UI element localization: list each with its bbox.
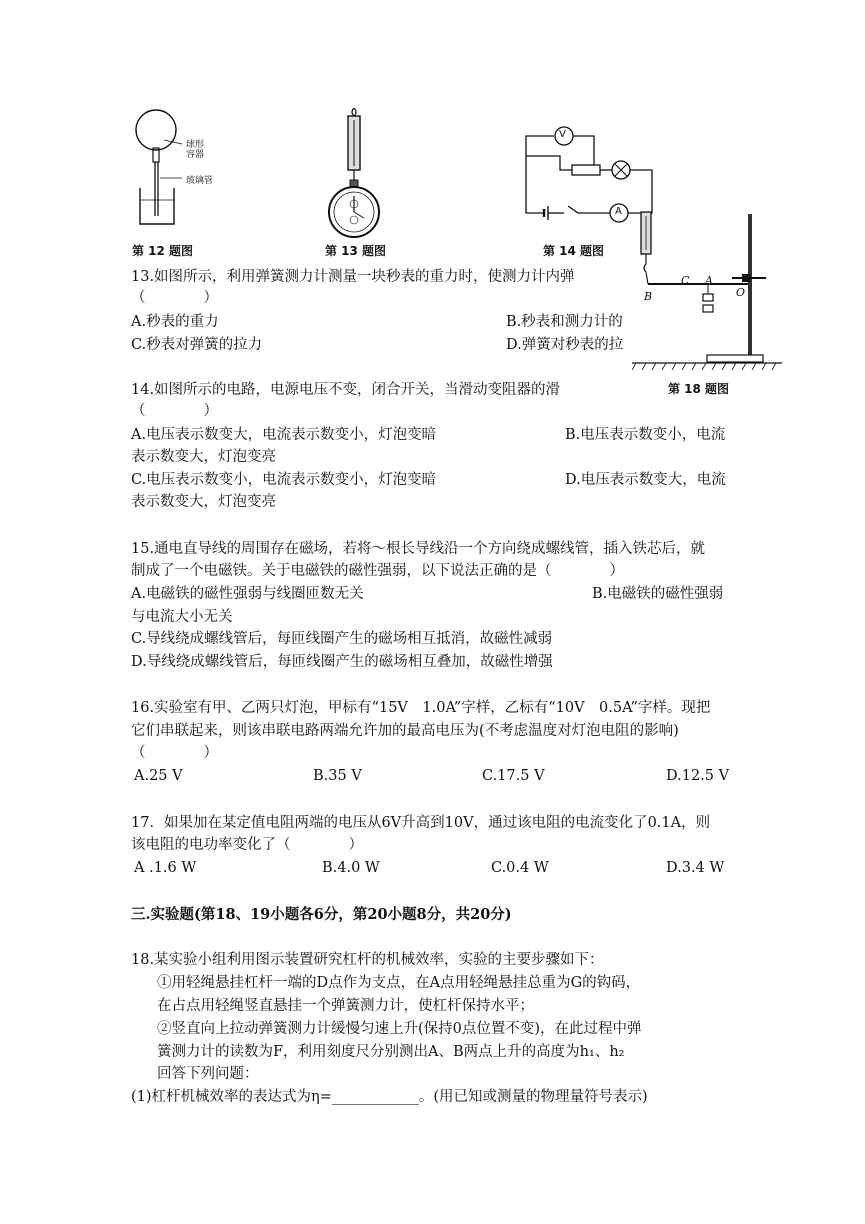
fig18-label-o: O bbox=[736, 286, 746, 299]
q18-stem: 18.某实验小组利用图示装置研究杠杆的机械效率，实验的主要步骤如下： bbox=[131, 952, 604, 968]
q17-stem-line1: 17．如果加在某定值电阻两端的电压从6V升高到10V，通过该电阻的电流变化了0.1A，则 bbox=[131, 815, 711, 831]
q13-option-d: D.弹簧对秒表的拉 bbox=[506, 337, 624, 353]
q17-option-b: B.4.0 W bbox=[322, 860, 380, 876]
q15-option-b-line2: 与电流大小无关 bbox=[131, 609, 233, 625]
fig14-voltmeter-label: V bbox=[559, 129, 566, 140]
q13-option-b: B.秒表和测力计的 bbox=[506, 314, 623, 330]
caption-fig13: 第 13 题图 bbox=[325, 244, 387, 258]
caption-fig14: 第 14 题图 bbox=[543, 244, 605, 258]
fig18-label-c: C bbox=[681, 274, 690, 287]
section-3-heading: 三.实验题(第18、19小题各6分，第20小题8分，共20分) bbox=[131, 906, 512, 923]
q15-option-c: C.导线绕成螺线管后，每匝线圈产生的磁场相互抵消，故磁性减弱 bbox=[131, 631, 553, 647]
q16-stem-line1: 16.实验室有甲、乙两只灯泡，甲标有“15V 1.0A”字样，乙标有“10V 0.5A”字样。现把 bbox=[131, 700, 711, 716]
figure-18 bbox=[632, 210, 784, 380]
q14-option-a: A.电压表示数变大，电流表示数变小，灯泡变暗 bbox=[131, 427, 437, 443]
q16-option-b: B.35 V bbox=[313, 768, 362, 784]
fig12-label-tube: 玻璃管 bbox=[186, 176, 214, 186]
q14-option-d-line1: D.电压表示数变大，电流 bbox=[565, 472, 726, 488]
q17-stem-line2: 该电阻的电功率变化了（ ） bbox=[131, 837, 363, 853]
figure-13 bbox=[320, 108, 390, 243]
fig18-label-a: A bbox=[705, 274, 713, 287]
q18-part1: (1)杠杆机械效率的表达式为η=____________。(用已知或测量的物理量符号表示) bbox=[131, 1089, 648, 1105]
figure-12 bbox=[128, 108, 238, 238]
q14-stem: 14.如图所示的电路，电源电压不变，闭合开关，当滑动变阻器的滑 bbox=[131, 382, 561, 398]
q18-step2-line1: ②竖直向上拉动弹簧测力计缓慢匀速上升(保持0点位置不变)，在此过程中弹 bbox=[157, 1021, 642, 1037]
q17-option-d: D.3.4 W bbox=[666, 860, 725, 876]
q15-stem-line1: 15.通电直导线的周围存在磁场，若将～根长导线沿一个方向绕成螺线管，插入铁芯后，就 bbox=[131, 541, 706, 557]
q13-stem: 13.如图所示，利用弹簧测力计测量一块秒表的重力时，使测力计内弹 bbox=[131, 269, 575, 285]
fig18-label-b: B bbox=[644, 290, 653, 303]
q17-option-a: A .1.6 W bbox=[134, 860, 197, 876]
q16-option-c: C.17.5 V bbox=[482, 768, 545, 784]
q15-option-d: D.导线绕成螺线管后，每匝线圈产生的磁场相互叠加，故磁性增强 bbox=[131, 654, 553, 670]
q17-option-c: C.0.4 W bbox=[491, 860, 549, 876]
q14-option-b-line1: B.电压表示数变小，电流 bbox=[565, 427, 726, 443]
q14-option-b-line2: 表示数变大，灯泡变亮 bbox=[131, 449, 276, 465]
q13-option-a: A.秒表的重力 bbox=[131, 314, 219, 330]
q16-answer-paren: （ ） bbox=[131, 745, 218, 761]
q15-option-a: A.电磁铁的磁性强弱与线圈匝数无关 bbox=[131, 586, 364, 602]
q14-option-c: C.电压表示数变小，电流表示数变小，灯泡变暗 bbox=[131, 472, 437, 488]
caption-fig12: 第 12 题图 bbox=[132, 244, 194, 258]
q16-stem-line2: 它们串联起来，则该串联电路两端允许加的最高电压为(不考虑温度对灯泡电阻的影响) bbox=[131, 723, 679, 739]
fig12-label-container-2: 容器 bbox=[186, 150, 205, 160]
q14-answer-paren: （ ） bbox=[131, 403, 218, 419]
q13-option-c: C.秒表对弹簧的拉力 bbox=[131, 337, 263, 353]
q18-step2-line2: 簧测力计的读数为F，利用刻度尺分别测出A、B两点上升的高度为h₁、h₂ bbox=[157, 1044, 625, 1060]
q16-option-d: D.12.5 V bbox=[666, 768, 730, 784]
q15-stem-line2: 制成了一个电磁铁。关于电磁铁的磁性强弱，以下说法正确的是（ ） bbox=[131, 563, 624, 579]
q16-option-a: A.25 V bbox=[134, 768, 183, 784]
q13-answer-paren: （ ） bbox=[131, 290, 218, 306]
q14-option-d-line2: 表示数变大，灯泡变亮 bbox=[131, 494, 276, 510]
q15-option-b-line1: B.电磁铁的磁性强弱 bbox=[592, 586, 724, 602]
caption-fig18: 第 18 题图 bbox=[668, 382, 730, 396]
fig14-ammeter-label: A bbox=[615, 206, 622, 217]
fig12-label-container-1: 球形 bbox=[186, 140, 205, 150]
q18-step1-line1: ①用轻绳悬挂杠杆一端的D点作为支点，在A点用轻绳悬挂总重为G的钩码， bbox=[157, 975, 641, 991]
q18-answer-prompt: 回答下列问题： bbox=[157, 1066, 259, 1082]
q18-step1-line2: 在占点用轻绳竖直悬挂一个弹簧测力计，使杠杆保持水平； bbox=[157, 998, 534, 1014]
